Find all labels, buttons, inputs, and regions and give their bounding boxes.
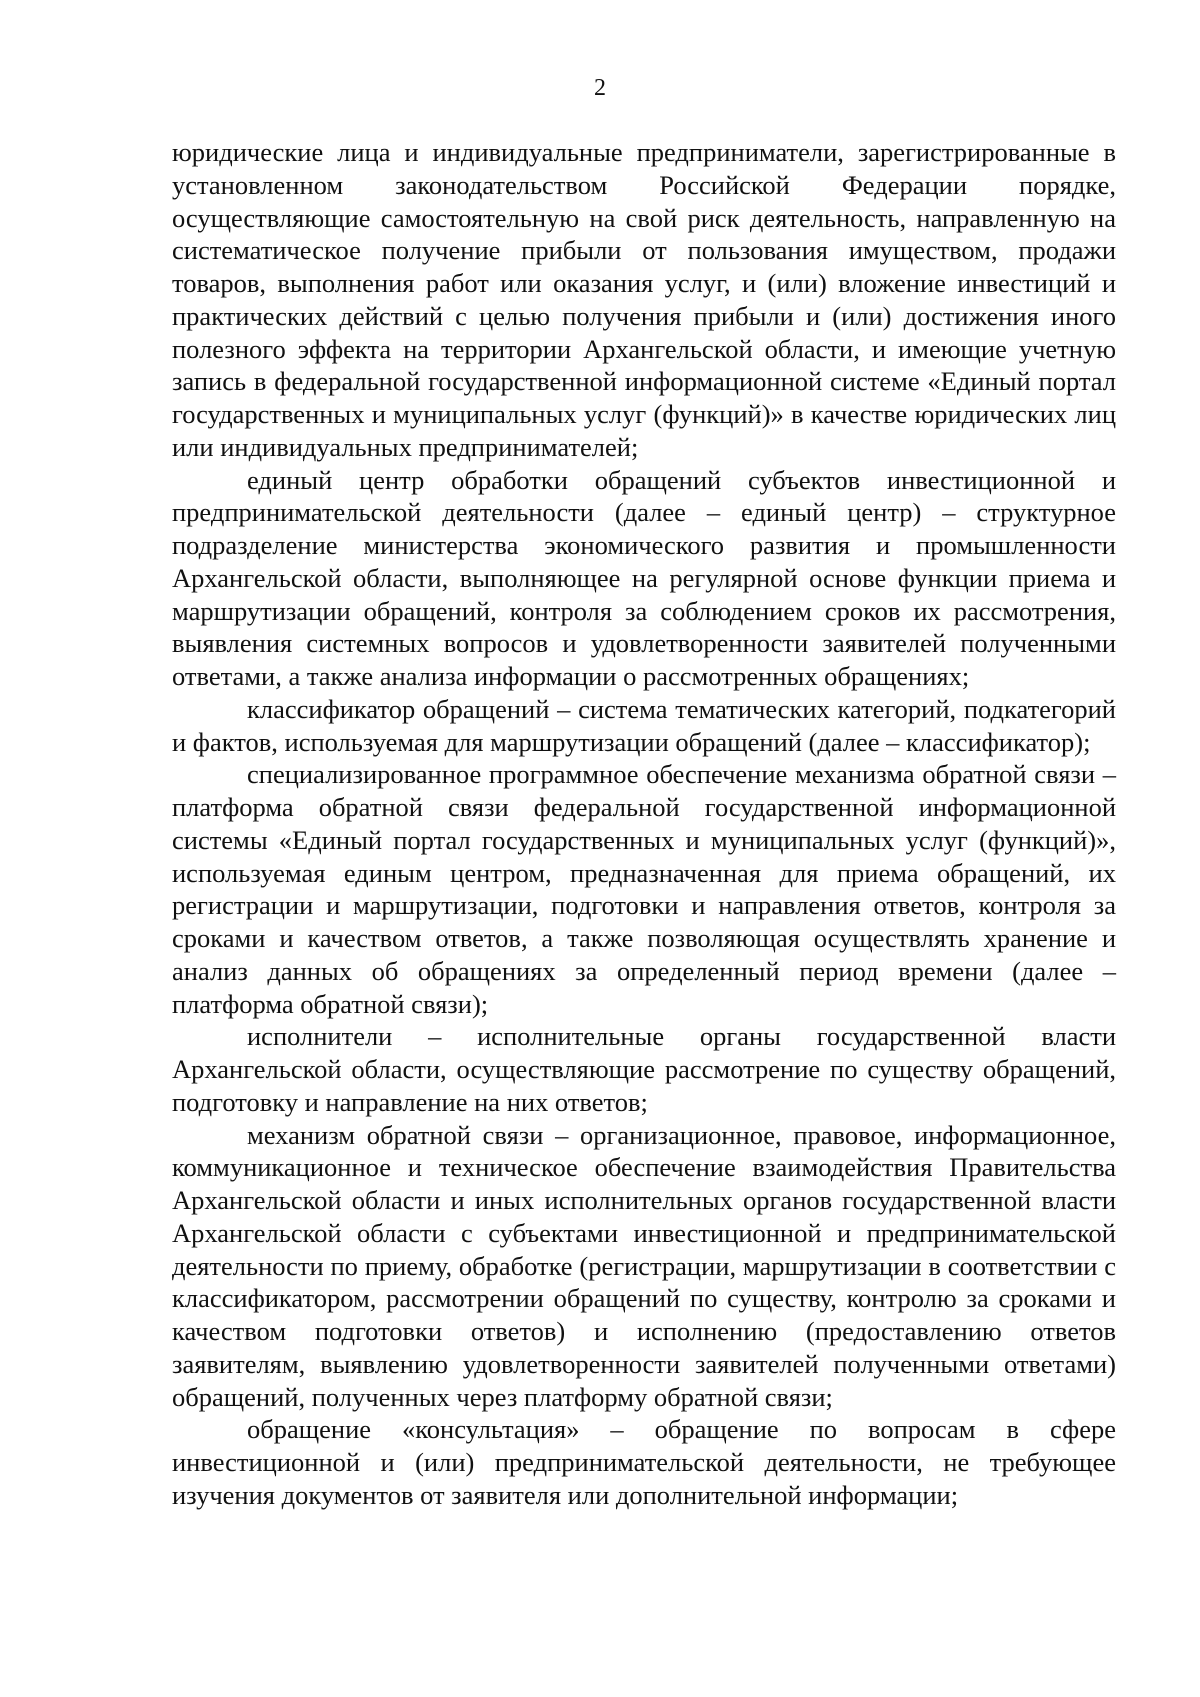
document-body [172,136,1116,1512]
paragraph-entrepreneurs-definition: юридические лица и индивидуальные предприниматели, зарегистрированные в установленном законодательством Российской Федерации порядке, осуществляющие самостоятельную на свой риск деятельность, направленную на систематическое получение прибыли от пользования имуществом, продажи товаров, выполнения работ или оказания услуг, и (или) вложение инвестиций и практических действий с целью получения прибыли и (или) достижения иного полезного эффекта на территории Архангельской области, и имеющие учетную запись в федеральной государственной информационной системе «Единый портал государственных и муниципальных услуг (функций)» в качестве юридических лиц или индивидуальных предпринимателей; [172,137,1116,462]
paragraph-feedback-mechanism-definition: механизм обратной связи – организационное, правовое, информационное, коммуникационное и техническое обеспечение взаимодействия Правительства Архангельской области и иных исполнительных органов государственной власти Архангельской области с субъектами инвестиционной и предпринимательской деятельности по приему, обработке (регистрации, маршрутизации в соответствии с классификатором, рассмотрении обращений по существу, контролю за сроками и качеством подготовки ответов) и исполнению (предоставлению ответов заявителям, выявлению удовлетворенности заявителей полученными ответами) обращений, полученных через платформу обратной связи; [172,1119,1116,1412]
page-number: 2 [594,75,606,101]
paragraph-single-center-definition: единый центр обработки обращений субъектов инвестиционной и предпринимательской деятельности (далее – единый центр) – структурное подразделение министерства экономического развития и промышленности Архангельской области, выполняющее на регулярной основе функции приема и маршрутизации обращений, контроля за соблюдением сроков их рассмотрения, выявления системных вопросов и удовлетворенности заявителей полученными ответами, а также анализа информации о рассмотренных обращениях; [172,464,1116,691]
paragraph-classifier-definition: классификатор обращений – система тематических категорий, подкатегорий и фактов, используемая для маршрутизации обращений (далее – классификатор); [172,693,1116,757]
paragraph-consultation-definition: обращение «консультация» – обращение по вопросам в сфере инвестиционной и (или) предпринимательской деятельности, не требующее изучения документов от заявителя или дополнительной информации; [172,1414,1116,1510]
paragraph-executors-definition: исполнители – исполнительные органы государственной власти Архангельской области, осуществляющие рассмотрение по существу обращений, подготовку и направление на них ответов; [172,1021,1116,1117]
paragraph-feedback-platform-definition: специализированное программное обеспечение механизма обратной связи – платформа обратной связи федеральной государственной информационной системы «Единый портал государственных и муниципальных услуг (функций)», используемая единым центром, предназначенная для приема обращений, их регистрации и маршрутизации, подготовки и направления ответов, контроля за сроками и качеством ответов, а также позволяющая осуществлять хранение и анализ данных об обращениях за определенный период времени (далее – платформа обратной связи); [172,759,1116,1019]
